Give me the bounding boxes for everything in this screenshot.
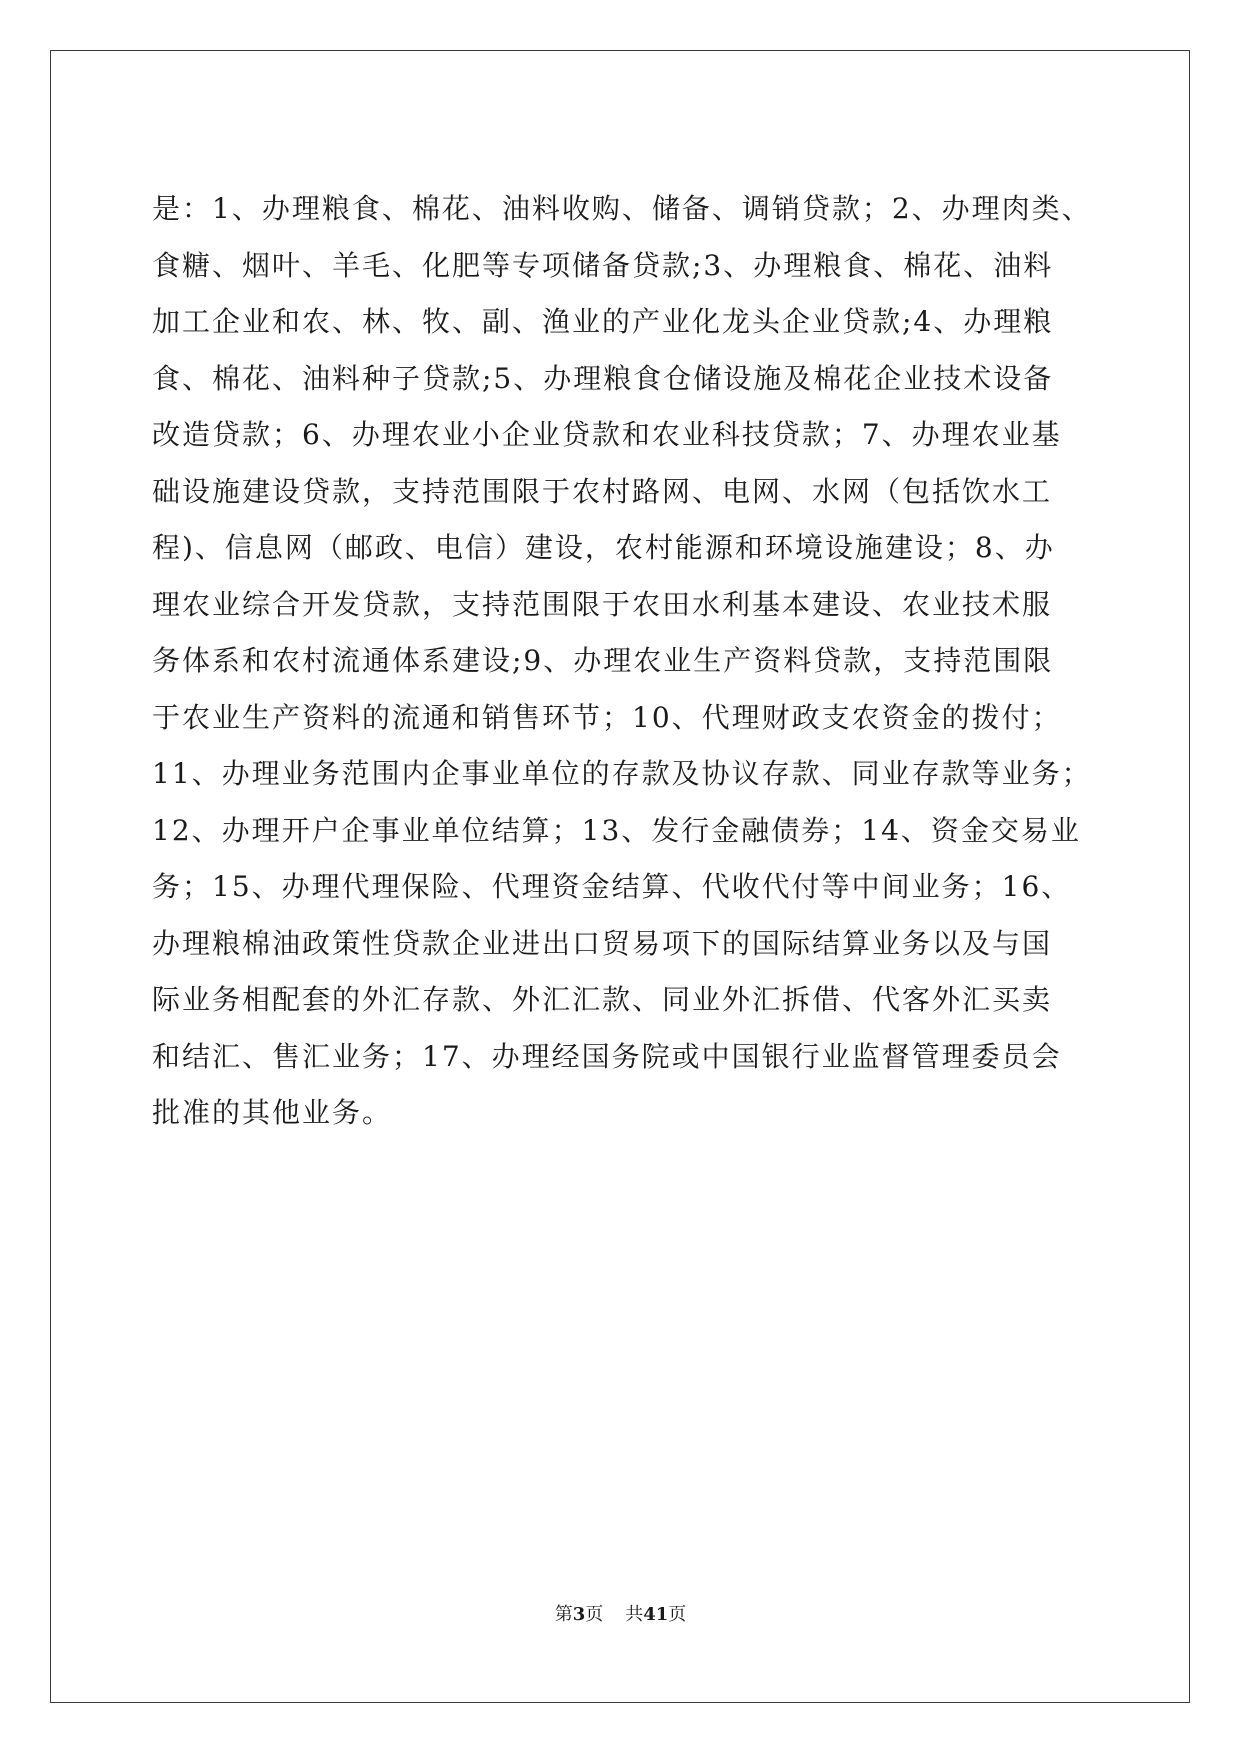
text-line: 是：1、办理粮食、棉花、油料收购、储备、调销贷款；2、办理肉类、 (152, 192, 1092, 225)
text-line: 础设施建设贷款，支持范围限于农村路网、电网、水网（包括饮水工 (152, 474, 1053, 508)
text-line: 程)、信息网（邮政、电信）建设，农村能源和环境设施建设；8、办 (152, 531, 1055, 564)
page-prefix: 第 (554, 1604, 573, 1625)
text-line: 务体系和农村流通体系建设;9、办理农业生产资料贷款，支持范围限 (152, 644, 1054, 677)
text-line: 11、办理业务范围内企事业单位的存款及协议存款、同业存款等业务； (152, 757, 1092, 790)
text-line: 际业务相配套的外汇存款、外汇汇款、同业外汇拆借、代客外汇买卖 (152, 983, 1053, 1016)
text-line: 理农业综合开发贷款，支持范围限于农田水利基本建设、农业技术服 (152, 587, 1053, 621)
text-line: 12、办理开户企事业单位结算；13、发行金融债券；14、资金交易业 (152, 813, 1081, 847)
text-line: 于农业生产资料的流通和销售环节；10、代理财政支农资金的拨付； (152, 700, 1062, 734)
total-suffix: 页 (668, 1604, 687, 1625)
text-line: 食糖、烟叶、羊毛、化肥等专项储备贷款;3、办理粮食、棉花、油料 (152, 248, 1054, 282)
text-line: 务；15、办理代理保险、代理资金结算、代收代付等中间业务；16、 (152, 870, 1072, 903)
text-line: 批准的其他业务。 (152, 1096, 393, 1129)
text-line: 办理粮棉油政策性贷款企业进出口贸易项下的国际结算业务以及与国 (152, 926, 1053, 960)
total-prefix: 共 (625, 1604, 644, 1625)
document-body (152, 168, 1092, 1154)
page-footer (0, 1600, 1241, 1626)
text-line: 改造贷款；6、办理农业小企业贷款和农业科技贷款；7、办理农业基 (152, 418, 1062, 451)
total-pages: 41 (643, 1604, 669, 1625)
text-line: 和结汇、售汇业务；17、办理经国务院或中国银行业监督管理委员会 (152, 1039, 1062, 1073)
page-number: 3 (572, 1604, 586, 1625)
text-line: 加工企业和农、林、牧、副、渔业的产业化龙头企业贷款;4、办理粮 (152, 305, 1054, 338)
page-suffix: 页 (585, 1604, 604, 1625)
text-line: 食、棉花、油料种子贷款;5、办理粮食仓储设施及棉花企业技术设备 (152, 361, 1054, 395)
